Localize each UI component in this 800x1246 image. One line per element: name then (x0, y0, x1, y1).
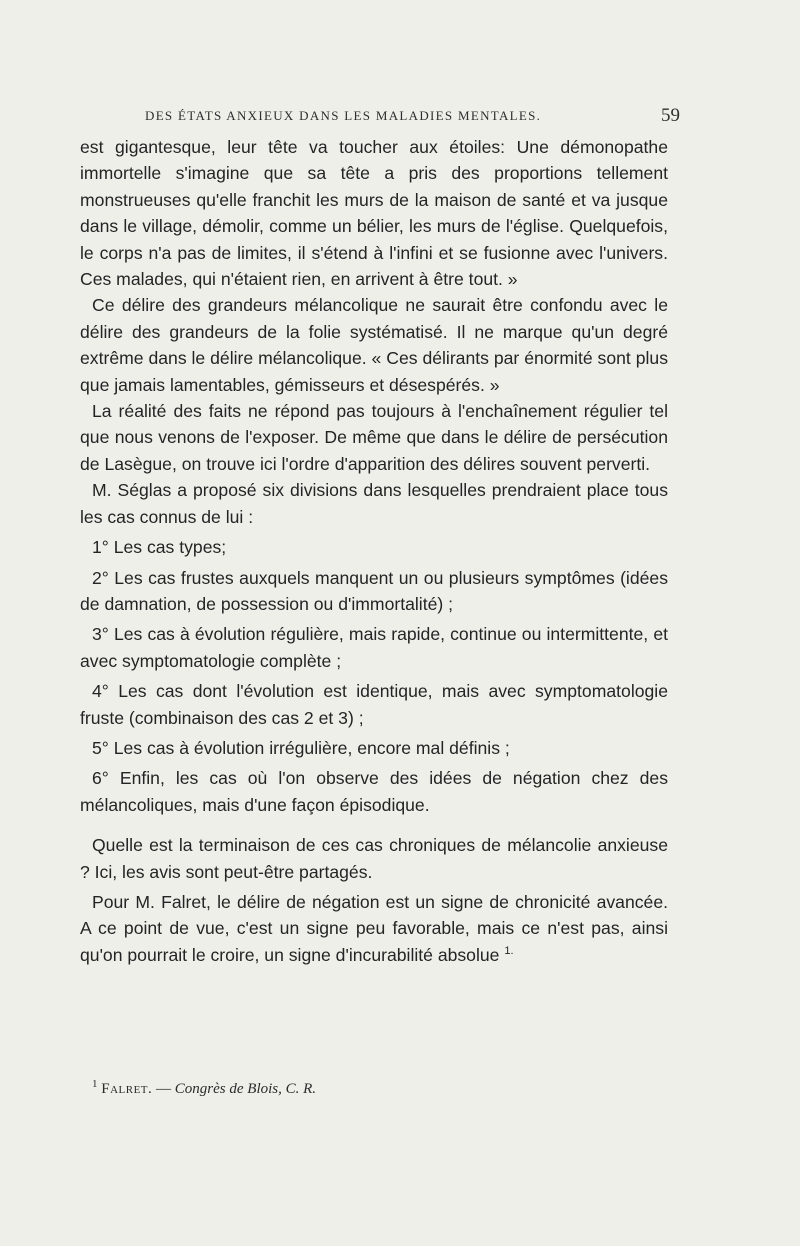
list-item-6: 6° Enfin, les cas où l'on observe des idées de négation chez des mélancoliques, mais d'une façon épisodique. (80, 768, 668, 815)
list-item-1: 1° Les cas types; (92, 537, 227, 558)
paragraph-1: est gigantesque, leur tête va toucher aux étoiles: Une démonopathe immortelle s'imagine que sa tête a pris des proportions tellement monstrueuses qu'elle franchit les murs de la maison de santé et va jusque dans le village, démolir, comme un bélier, les murs de l'église. Quelquefois, le corps n'a pas de limites, il s'étend à l'infini et se fusionne avec l'univers. Ces malades, qui n'étaient rien, en arrivent à être tout. » (80, 137, 668, 290)
footnote-marker: 1 (92, 1078, 98, 1090)
footnote-author: Falret. (101, 1081, 153, 1097)
paragraph-4: M. Séglas a proposé six divisions dans lesquelles prendraient place tous les cas connus de lui : (80, 480, 668, 527)
list-item-5: 5° Les cas à évolution irrégulière, encore mal définis ; (92, 737, 510, 758)
footnote-dash: — (152, 1081, 175, 1097)
paragraph-6 (80, 889, 668, 968)
list-item-4: 4° Les cas dont l'évolution est identique, mais avec symptomatologie fruste (combinaison des cas 2 et 3) ; (80, 681, 668, 728)
paragraph-5: Quelle est la terminaison de ces cas chroniques de mélancolie anxieuse ? Ici, les avis sont peut-être partagés. (80, 835, 668, 882)
footnote (92, 1078, 317, 1098)
footnote-title: Congrès de Blois, C. R. (174, 1081, 317, 1097)
page-header (145, 105, 680, 128)
list-item-2: 2° Les cas frustes auxquels manquent un ou plusieurs symptômes (idées de damnation, de possession ou d'immortalité) ; (80, 567, 668, 614)
page-number: 59 (661, 105, 680, 126)
paragraph-2: Ce délire des grandeurs mélancolique ne saurait être confondu avec le délire des grandeurs de la folie systématisé. Il ne marque qu'un degré extrême dans le délire mélancolique. « Ces délirants par énormité sont plus que jamais lamentables, gémisseurs et désespérés. » (80, 295, 668, 395)
paragraph-3: La réalité des faits ne répond pas toujours à l'enchaînement régulier tel que nous venons de l'exposer. De même que dans le délire de persécution de Lasègue, on trouve ici l'ordre d'apparition des délires souvent perverti. (80, 401, 668, 474)
footnote-reference: 1. (504, 944, 514, 957)
body-text (80, 134, 668, 968)
running-title: DES ÉTATS ANXIEUX DANS LES MALADIES MENTALES. (145, 108, 542, 123)
list-item-3: 3° Les cas à évolution régulière, mais rapide, continue ou intermittente, et avec symptomatologie complète ; (80, 624, 668, 671)
paragraph-6-text: Pour M. Falret, le délire de négation est un signe de chronicité avancée. A ce point de vue, c'est un signe peu favorable, mais ce n'est pas, ainsi qu'on pourrait le croire, un signe d'incurabilité absolue (80, 891, 668, 965)
